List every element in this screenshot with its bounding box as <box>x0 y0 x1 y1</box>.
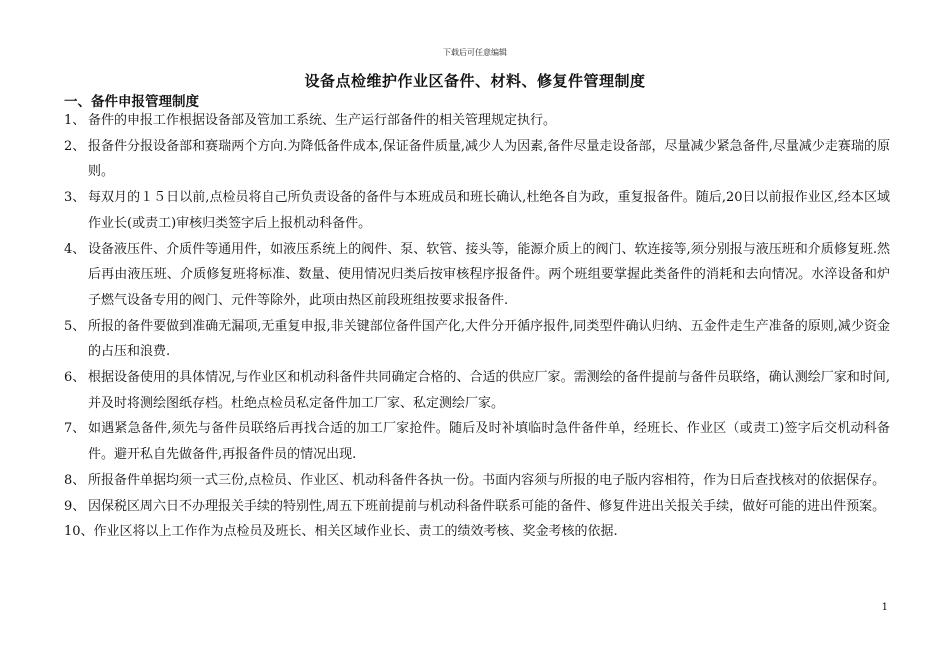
list-item <box>64 134 890 185</box>
item-number: 4、 <box>64 241 86 257</box>
item-number: 5、 <box>64 318 86 334</box>
document-title: 设备点检维护作业区备件、材料、修复件管理制度 <box>304 72 646 90</box>
list-item <box>64 314 890 365</box>
list-item <box>64 108 890 134</box>
item-number: 6、 <box>64 370 86 386</box>
list-item <box>64 416 890 467</box>
item-text: 作业区将以上工作作为点检员及班长、相关区域作业长、责工的绩效考核、奖金考核的依据. <box>93 524 618 540</box>
item-text: 所报备件单据均须一式三份,点检员、作业区、机动科备件各执一份。书面内容须与所报的电子版内容相符，作为日后查找核对的依据保存。 <box>88 472 886 488</box>
item-text: 如遇紧急备件,须先与备件员联络后再找合适的加工厂家抢件。随后及时补填临时急件备件单，经班长、作业区（或责工)签字后交机动科备件。避开私自先做备件,再报备件员的情况出现. <box>88 421 890 463</box>
item-number: 2、 <box>64 138 86 154</box>
item-number: 1、 <box>64 113 86 128</box>
list-item <box>64 494 890 520</box>
item-text: 所报的备件要做到准确无漏项,无重复申报,非关键部位备件国产化,大件分开循序报件,同类型件确认归纳、五金件走生产准备的原则,减少资金的占压和浪费. <box>88 318 890 360</box>
list-item <box>64 365 890 416</box>
item-text: 每双月的１５日以前,点检员将自己所负责设备的备件与本班成员和班长确认,杜绝各自为政，重复报备件。随后,20日以前报作业区,经本区域作业长(或责工)审核归类签字后上报机动科备件。 <box>88 190 890 231</box>
item-text: 因保税区周六日不办理报关手续的特别性,周五下班前提前与机动科备件联系可能的备件、修复件进出关报关手续，做好可能的进出件预案。 <box>88 498 886 514</box>
item-number: 7、 <box>64 421 86 437</box>
item-number: 3、 <box>64 190 86 206</box>
item-number: 8、 <box>64 472 86 488</box>
list-item <box>64 185 890 236</box>
item-text: 报备件分报设备部和赛瑞两个方向.为降低备件成本,保证备件质量,减少人为因素,备件尽量走设备部，尽量减少紧急备件,尽量减少走赛瑞的原则。 <box>88 138 890 180</box>
item-text: 根据设备使用的具体情况,与作业区和机动科备件共同确定合格的、合适的供应厂家。需测绘的备件提前与备件员联络，确认测绘厂家和时间,并及时将测绘图纸存档。杜绝点检员私定备件加工厂家、私定测绘厂家。 <box>88 370 890 411</box>
item-list <box>64 108 890 545</box>
item-text: 备件的申报工作根据设备部及管加工系统、生产运行部备件的相关管理规定执行。 <box>88 113 557 128</box>
page-number: 1 <box>881 602 888 613</box>
list-item <box>64 519 890 545</box>
item-number: 10、 <box>64 524 94 540</box>
header-note: 下载后可任意编辑 <box>443 48 507 57</box>
list-item <box>64 237 890 314</box>
section-heading: 一、备件申报管理制度 <box>64 94 199 110</box>
item-number: 9、 <box>64 498 86 514</box>
item-text: 设备液压件、介质件等通用件，如液压系统上的阀件、泵、软管、接头等，能源介质上的阀门、软连接等,须分别报与液压班和介质修复班.然后再由液压班、介质修复班将标准、数量、使用情况归类后按审核程序报备件。两个班组要掌握此类备件的消耗和去向情况。水淬设备和炉子燃气设备专用的阀门、元件等除外，此项由热区前段班组按要求报备件. <box>88 241 890 308</box>
list-item <box>64 468 890 494</box>
